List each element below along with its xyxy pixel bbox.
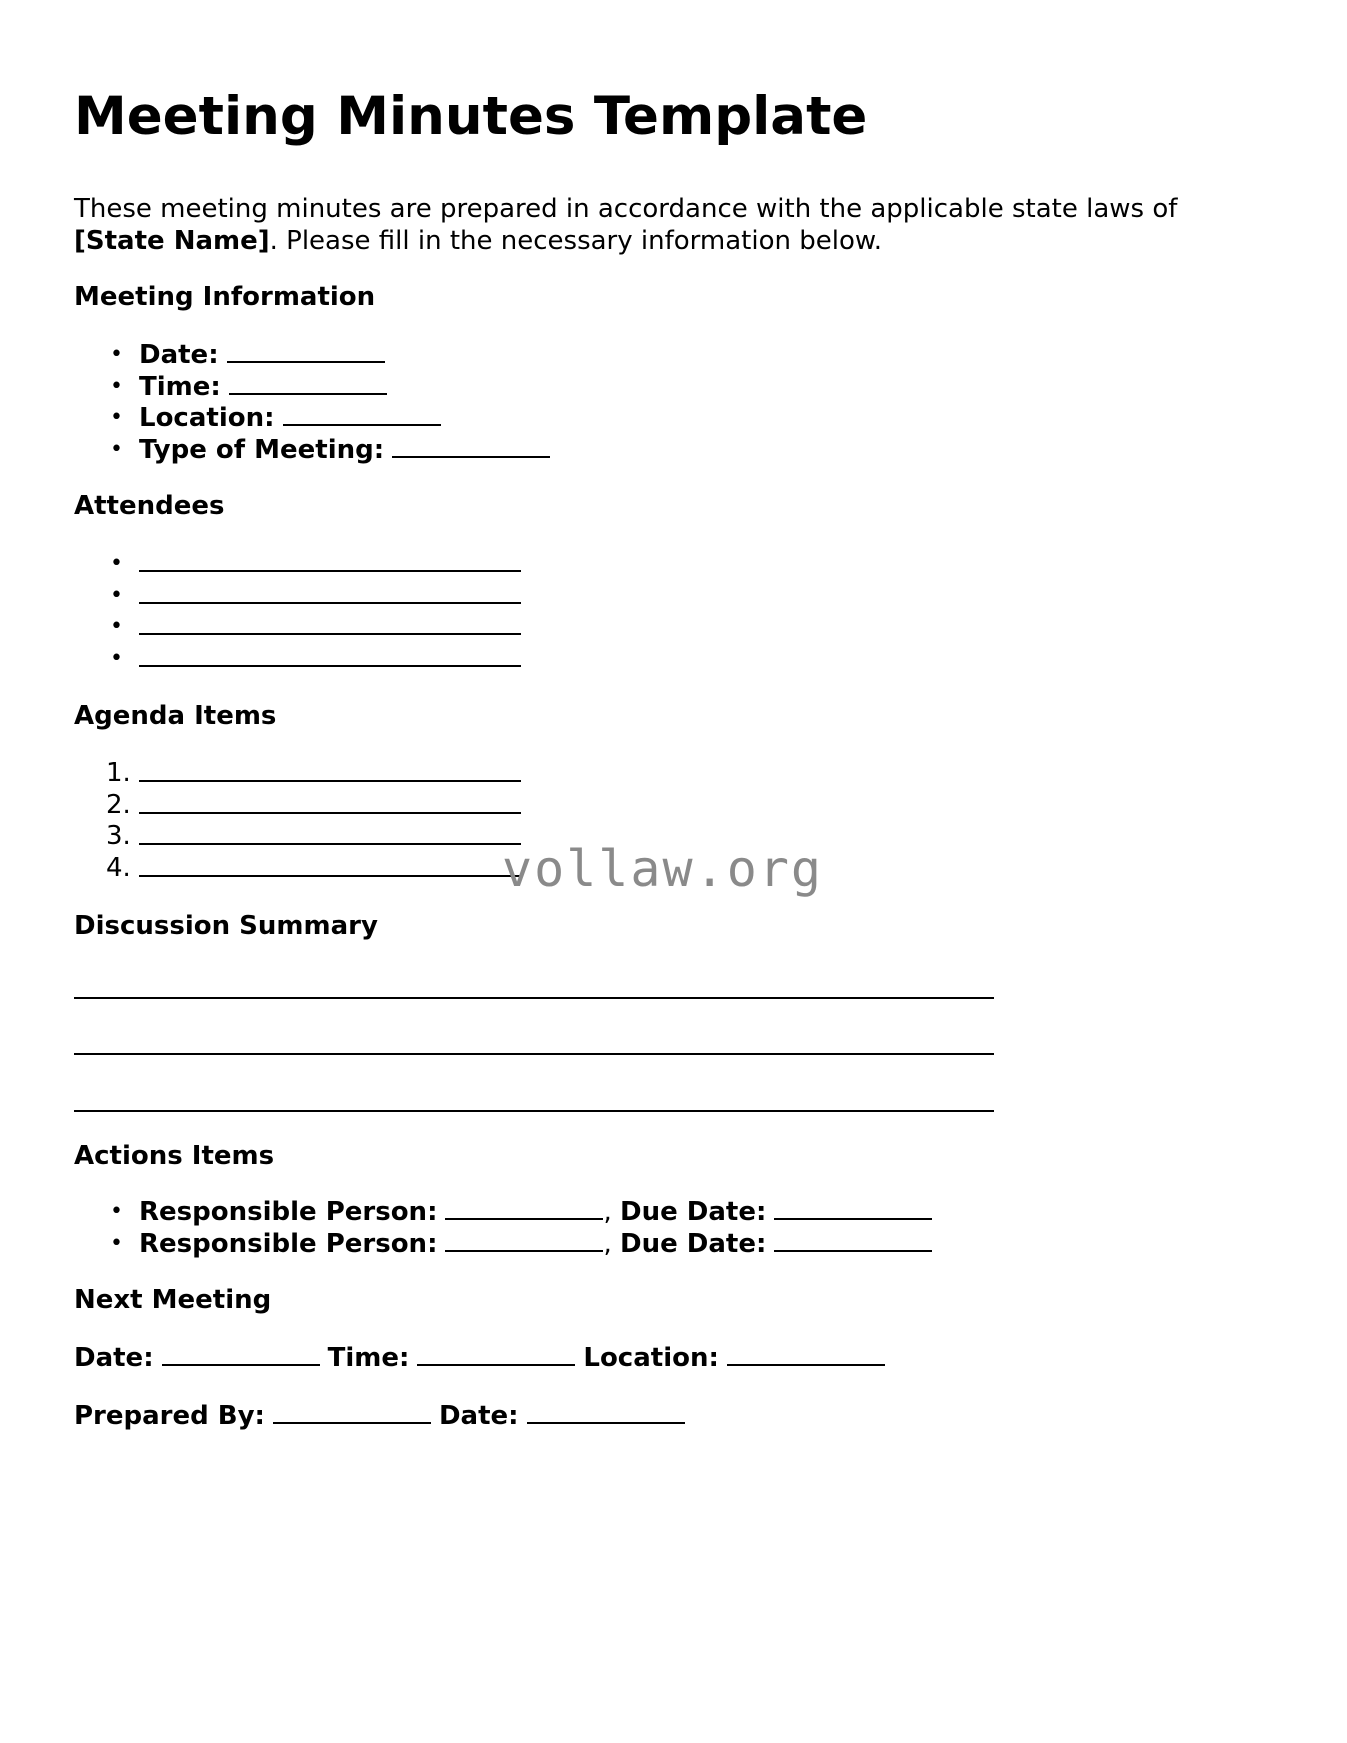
prepared-by-row xyxy=(74,1400,693,1432)
bullet-icon: • xyxy=(110,373,123,399)
intro-text: These meeting minutes are prepared in accordance with the applicable state laws of xyxy=(74,194,1178,224)
bullet-icon: • xyxy=(110,436,123,462)
list-item xyxy=(74,853,521,885)
meeting-type-label: Type of Meeting: xyxy=(139,434,385,465)
bullet-icon: • xyxy=(110,614,123,639)
agenda-items-heading: Agenda Items xyxy=(74,701,277,731)
attendee-blank-field[interactable] xyxy=(139,611,521,635)
due-date-blank-field[interactable] xyxy=(774,1228,932,1252)
due-date-label: Due Date: xyxy=(620,1228,767,1259)
bullet-icon: • xyxy=(110,405,123,430)
comma-separator: , xyxy=(603,1228,612,1259)
page-title: Meeting Minutes Template xyxy=(74,86,868,147)
responsible-person-label: Responsible Person: xyxy=(139,1228,438,1259)
attendees-list xyxy=(74,548,521,674)
list-item xyxy=(74,643,521,675)
list-item xyxy=(74,1196,932,1228)
list-item xyxy=(74,339,550,371)
comma-separator: , xyxy=(603,1197,612,1227)
date-label: Date: xyxy=(139,340,219,370)
bullet-icon: • xyxy=(110,551,123,576)
prepared-by-label: Prepared By: xyxy=(74,1401,265,1431)
list-item xyxy=(74,758,521,790)
list-item xyxy=(74,434,550,466)
next-date-label: Date: xyxy=(74,1343,154,1373)
next-time-label: Time: xyxy=(327,1343,410,1373)
agenda-blank-field[interactable] xyxy=(139,758,521,782)
next-location-blank-field[interactable] xyxy=(727,1342,885,1366)
attendee-blank-field[interactable] xyxy=(139,580,521,604)
meeting-information-list xyxy=(74,339,550,465)
meeting-type-blank-field[interactable] xyxy=(392,434,550,458)
list-item xyxy=(74,611,521,643)
summary-line-field[interactable] xyxy=(74,997,994,999)
list-item xyxy=(74,371,550,403)
list-item xyxy=(74,821,521,853)
next-date-blank-field[interactable] xyxy=(162,1342,320,1366)
item-number: 4. xyxy=(106,852,131,883)
next-time-blank-field[interactable] xyxy=(417,1342,575,1366)
next-location-label: Location: xyxy=(583,1343,719,1373)
next-meeting-row xyxy=(74,1342,893,1374)
state-name-placeholder: [State Name] xyxy=(74,226,270,256)
time-label: Time: xyxy=(139,371,221,402)
agenda-blank-field[interactable] xyxy=(139,853,521,877)
agenda-blank-field[interactable] xyxy=(139,821,521,845)
responsible-person-blank-field[interactable] xyxy=(445,1196,603,1220)
location-label: Location: xyxy=(139,403,275,433)
item-number: 3. xyxy=(106,821,131,851)
location-blank-field[interactable] xyxy=(283,402,441,426)
bullet-icon: • xyxy=(110,1230,123,1256)
due-date-blank-field[interactable] xyxy=(774,1196,932,1220)
list-item xyxy=(74,790,521,822)
bullet-icon: • xyxy=(110,582,123,608)
attendee-blank-field[interactable] xyxy=(139,643,521,667)
action-items-list xyxy=(74,1196,932,1259)
site-watermark: vollaw.org xyxy=(502,840,824,898)
list-item xyxy=(74,580,521,612)
meeting-information-heading: Meeting Information xyxy=(74,282,376,312)
prepared-by-blank-field[interactable] xyxy=(273,1400,431,1424)
summary-line-field[interactable] xyxy=(74,1110,994,1112)
discussion-summary-heading: Discussion Summary xyxy=(74,911,378,941)
due-date-label: Due Date: xyxy=(620,1197,767,1227)
summary-line-field[interactable] xyxy=(74,1053,994,1055)
next-meeting-heading: Next Meeting xyxy=(74,1285,272,1315)
prepared-date-blank-field[interactable] xyxy=(527,1400,685,1424)
time-blank-field[interactable] xyxy=(229,371,387,395)
prepared-date-label: Date: xyxy=(438,1401,519,1431)
bullet-icon: • xyxy=(110,1199,123,1224)
responsible-person-blank-field[interactable] xyxy=(445,1228,603,1252)
list-item xyxy=(74,1228,932,1260)
agenda-blank-field[interactable] xyxy=(139,790,521,814)
intro-text-end: . Please fill in the necessary information below. xyxy=(269,226,882,256)
action-items-heading: Actions Items xyxy=(74,1141,275,1171)
item-number: 2. xyxy=(106,789,131,820)
bullet-icon: • xyxy=(110,645,123,671)
item-number: 1. xyxy=(106,758,131,788)
date-blank-field[interactable] xyxy=(227,339,385,363)
intro-paragraph xyxy=(74,193,1274,257)
list-item xyxy=(74,548,521,580)
attendees-heading: Attendees xyxy=(74,491,225,521)
list-item xyxy=(74,402,550,434)
bullet-icon: • xyxy=(110,342,123,367)
attendee-blank-field[interactable] xyxy=(139,548,521,572)
responsible-person-label: Responsible Person: xyxy=(139,1197,438,1227)
agenda-items-list xyxy=(74,758,521,884)
